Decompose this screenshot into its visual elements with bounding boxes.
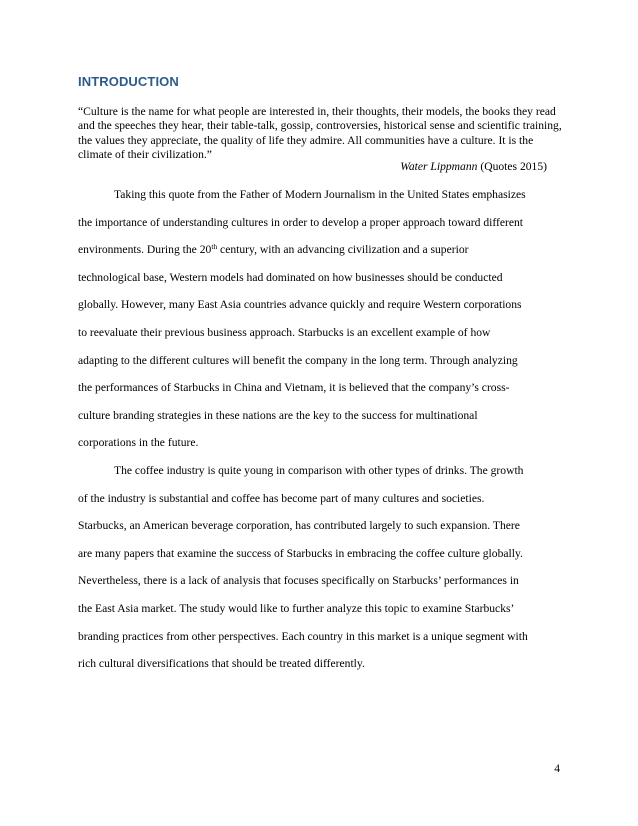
paragraph-line: culture branding strategies in these nations are the key to the success for multinational <box>78 408 478 422</box>
paragraph-line: the performances of Starbucks in China and Vietnam, it is believed that the company’s cross- <box>78 381 510 395</box>
quote-author: Water Lippmann <box>400 160 478 173</box>
paragraph-line <box>78 243 558 271</box>
paragraph-line: Taking this quote from the Father of Modern Journalism in the United States emphasizes <box>114 188 526 201</box>
epigraph-quote: “Culture is the name for what people are interested in, their thoughts, their models, the books they read and the speeches they hear, their table-talk, gossip, controversies, historical sense and scientific training, the values they appreciate, the quality of life they admire. All communities have a culture. It is the climate of their civilization.” <box>78 105 562 161</box>
line-text-after: century, with an advancing civilization and a superior <box>217 243 469 257</box>
paragraph-line: Starbucks, an American beverage corporation, has contributed largely to such expansion. There <box>78 519 520 533</box>
paragraph-line: globally. However, many East Asia countries advance quickly and require Western corporations <box>78 298 522 312</box>
paragraph-line: of the industry is substantial and coffee has become part of many cultures and societies. <box>78 491 485 505</box>
paragraph-line: the East Asia market. The study would like to further analyze this topic to examine Starbucks’ <box>78 601 515 615</box>
paragraph-1 <box>78 188 558 464</box>
section-heading: INTRODUCTION <box>78 74 179 89</box>
paragraph-2 <box>78 464 558 685</box>
paragraph-line: are many papers that examine the success of Starbucks in embracing the coffee culture globally. <box>78 546 523 560</box>
paragraph-line: Nevertheless, there is a lack of analysis that focuses specifically on Starbucks’ performances in <box>78 574 519 588</box>
paragraph-line: to reevaluate their previous business approach. Starbucks is an excellent example of how <box>78 325 491 339</box>
paragraph-line: The coffee industry is quite young in comparison with other types of drinks. The growth <box>114 464 524 477</box>
paragraph-line: technological base, Western models had dominated on how businesses should be conducted <box>78 270 503 284</box>
paragraph-line: adapting to the different cultures will benefit the company in the long term. Through analyzing <box>78 353 518 367</box>
quote-citation: (Quotes 2015) <box>477 160 547 173</box>
paragraph-line: branding practices from other perspectives. Each country in this market is a unique segment with <box>78 629 528 643</box>
page-number: 4 <box>554 762 560 775</box>
ordinal-superscript: th <box>211 242 218 252</box>
line-text-before: environments. During the 20 <box>78 243 212 257</box>
paragraph-line: the importance of understanding cultures in order to develop a proper approach toward different <box>78 215 524 229</box>
paragraph-line: corporations in the future. <box>78 436 199 450</box>
paragraph-line: rich cultural diversifications that should be treated differently. <box>78 657 365 671</box>
quote-attribution <box>400 160 547 174</box>
